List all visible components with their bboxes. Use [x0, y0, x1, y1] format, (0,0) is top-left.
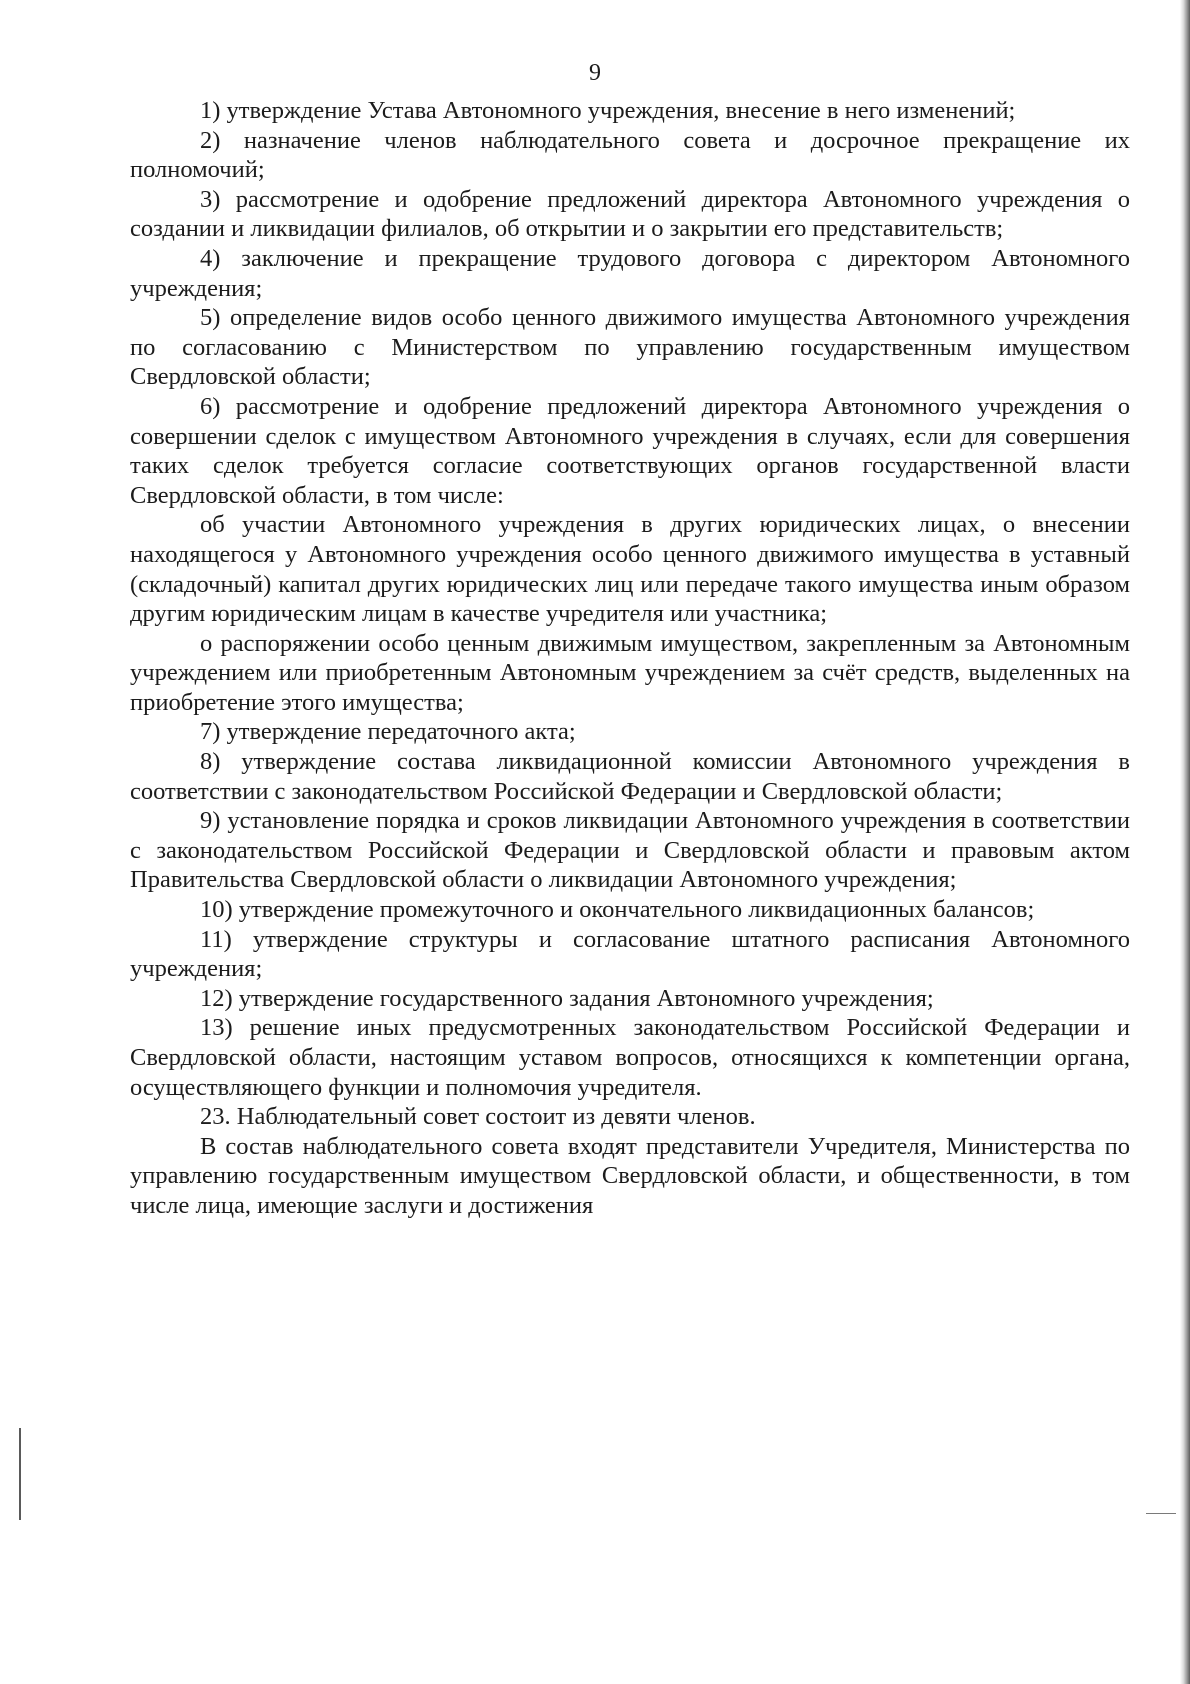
paragraph: 1) утверждение Устава Автономного учреждения, внесение в него изменений; — [200, 97, 1016, 124]
scan-margin-mark — [19, 1428, 21, 1520]
paragraph: 2) назначение членов наблюдательного совета и досрочное прекращение их полномочий; — [130, 126, 1130, 184]
page-number: 9 — [589, 60, 601, 86]
paragraph: 13) решение иных предусмотренных законодательством Российской Федерации и Свердловской области, настоящим уставом вопросов, относящихся к компетенции органа, осуществляющего функции и полномочия учредителя. — [130, 1014, 1130, 1101]
paragraph: об участии Автономного учреждения в других юридических лицах, о внесении находящегося у Автономного учреждения особо ценного движимого имущества в уставный (складочный) капитал других юридических лиц или передаче такого имущества иным образом другим юридическим лицам в качестве учредителя или участника; — [130, 511, 1130, 628]
paragraph: 9) установление порядка и сроков ликвидации Автономного учреждения в соответствии с законодательством Российской Федерации и Свердловской области и правовым актом Правительства Свердловской области о ликвидации Автономного учреждения; — [130, 807, 1130, 894]
paragraph: 7) утверждение передаточного акта; — [200, 718, 576, 746]
scan-margin-mark — [1146, 1513, 1176, 1514]
paragraph: 10) утверждение промежуточного и окончательного ликвидационных балансов; — [200, 896, 1035, 924]
paragraph: 5) определение видов особо ценного движимого имущества Автономного учреждения по согласованию с Министерством по управлению государственным имуществом Свердловской области; — [130, 304, 1130, 391]
paragraph: 11) утверждение структуры и согласование штатного расписания Автономного учреждения; — [130, 925, 1130, 983]
paragraph: 12) утверждение государственного задания Автономного учреждения; — [200, 984, 934, 1012]
paragraph: 23. Наблюдательный совет состоит из девяти членов. — [200, 1103, 756, 1131]
paragraph: 3) рассмотрение и одобрение предложений директора Автономного учреждения о создании и ликвидации филиалов, об открытии и о закрытии его представительств; — [130, 185, 1130, 243]
paragraph: о распоряжении особо ценным движимым имуществом, закрепленным за Автономным учреждением или приобретенным Автономным учреждением за счёт средств, выделенных на приобретение этого имущества; — [130, 629, 1130, 716]
paragraph: 8) утверждение состава ликвидационной комиссии Автономного учреждения в соответствии с законодательством Российской Федерации и Свердловской области; — [130, 748, 1130, 805]
document-body — [130, 96, 1130, 1221]
paragraph: 6) рассмотрение и одобрение предложений директора Автономного учреждения о совершении сделок с имуществом Автономного учреждения в случаях, если для совершения таких сделок требуется согласие соответствующих органов государственной власти Свердловской области, в том числе: — [130, 392, 1130, 509]
paragraph: 4) заключение и прекращение трудового договора с директором Автономного учреждения; — [130, 244, 1130, 302]
scan-edge-shadow — [1180, 0, 1190, 1684]
paragraph: В состав наблюдательного совета входят представители Учредителя, Министерства по управлению государственным имуществом Свердловской области, и общественности, в том числе лица, имеющие заслуги и достижения — [130, 1132, 1130, 1219]
